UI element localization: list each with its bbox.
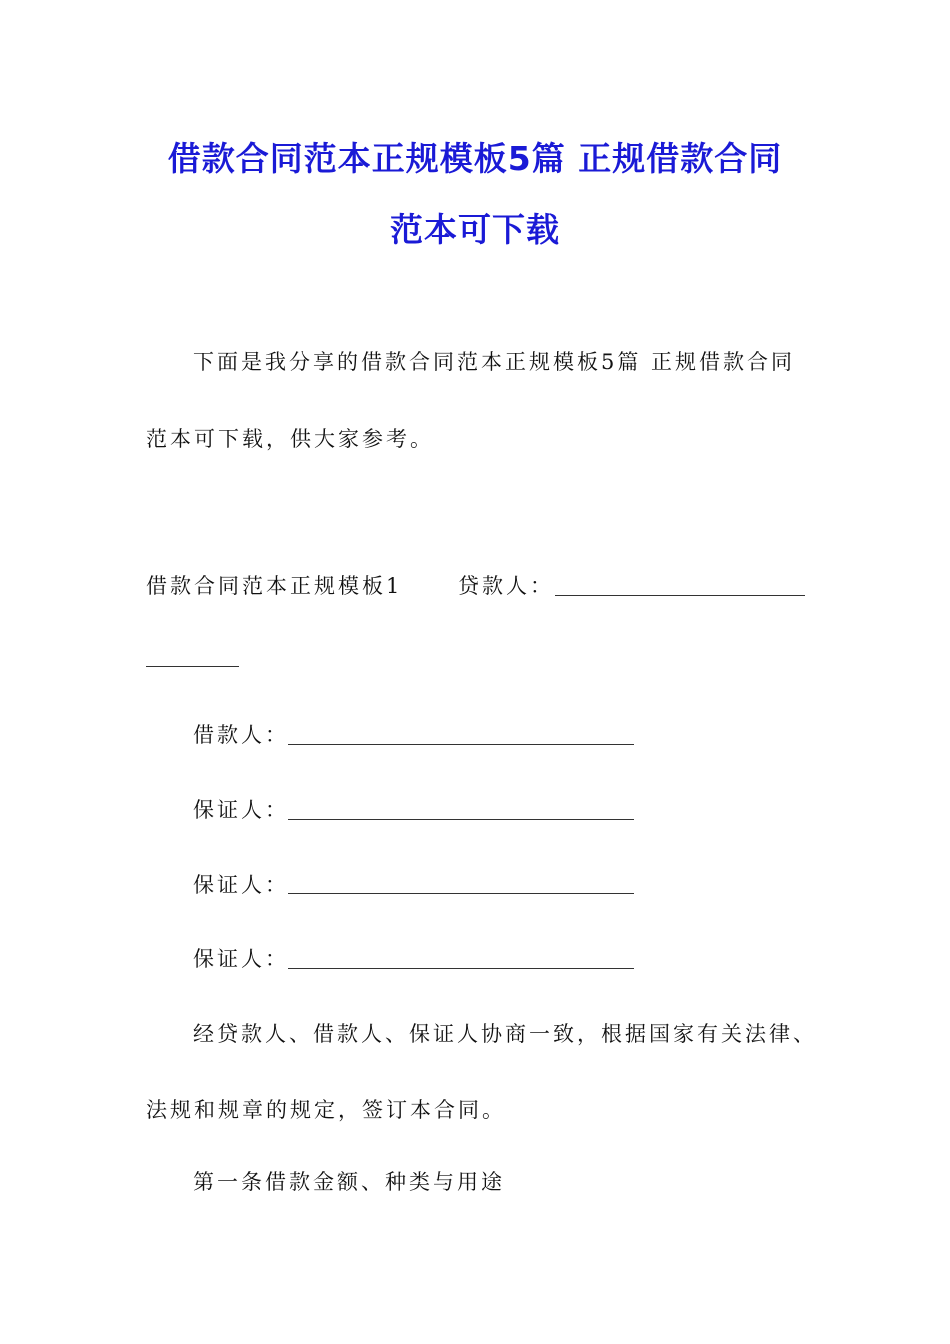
document-title-line2: 范本可下载 (390, 210, 560, 249)
section-heading: 借款合同范本正规模板1 (146, 574, 403, 598)
guarantor2-label: 保证人： (193, 873, 289, 897)
agreement-paragraph-line2: 法规和规章的规定，签订本合同。 (146, 1098, 506, 1122)
article1-heading: 第一条借款金额、种类与用途 (193, 1170, 505, 1194)
guarantor3-label: 保证人： (193, 947, 289, 971)
lender-blank-line-continued (146, 665, 239, 667)
lender-blank-line (555, 594, 805, 596)
guarantor2-blank-line (288, 892, 634, 894)
intro-paragraph-line2: 范本可下载，供大家参考。 (146, 427, 434, 451)
guarantor1-blank-line (288, 818, 634, 820)
agreement-paragraph-line1: 经贷款人、借款人、保证人协商一致，根据国家有关法律、 (193, 1022, 817, 1046)
guarantor1-label: 保证人： (193, 798, 289, 822)
lender-label: 贷款人： (458, 574, 554, 598)
borrower-label: 借款人： (193, 723, 289, 747)
intro-paragraph-line1: 下面是我分享的借款合同范本正规模板5篇 正规借款合同 (193, 350, 796, 374)
guarantor3-blank-line (288, 967, 634, 969)
document-title-line1: 借款合同范本正规模板5篇 正规借款合同 (167, 139, 783, 178)
borrower-blank-line (288, 743, 634, 745)
